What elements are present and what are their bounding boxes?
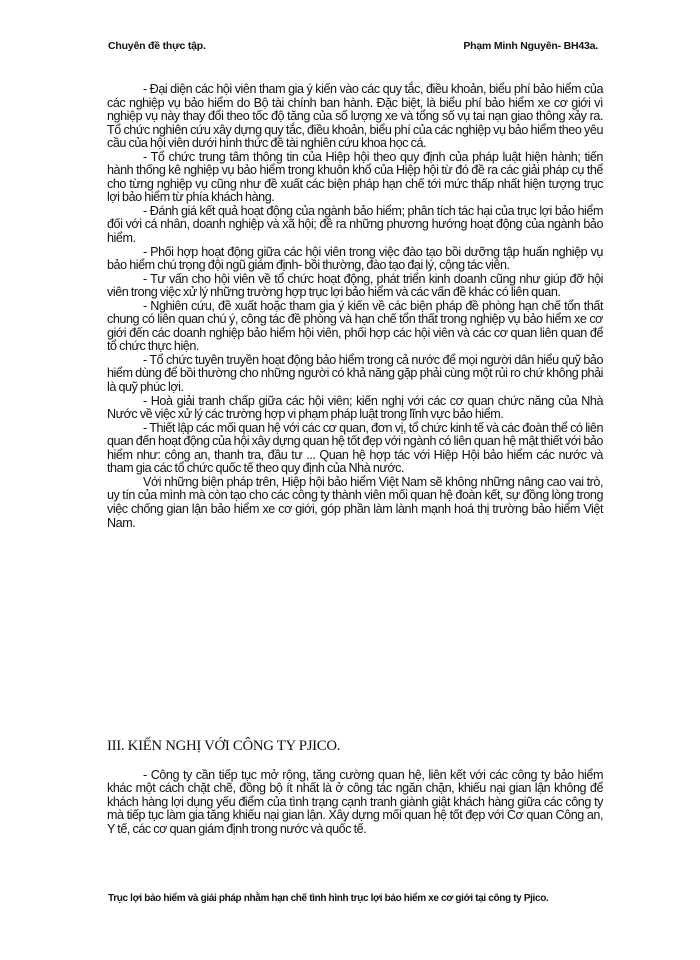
paragraph: - Hoà giải tranh chấp giữa các hội viên; kiến nghị với các cơ quan chức năng của Nhà Nước về việc xử lý các trường hợp vi phạm pháp luật trong lĩnh vực bảo hiểm. [107, 393, 603, 422]
section-body-text [107, 769, 603, 836]
header-right: Phạm Minh Nguyên- BH43a. [463, 40, 598, 52]
paragraph: - Tổ chức trung tâm thông tin của Hiệp hội theo quy định của pháp luật hiện hành; tiến hành thống kê nghiệp vụ bảo hiểm trong khuôn khổ của Hiệp hội từ đó đề ra các giải pháp cụ thể cho từng nghiệp vụ cũng như đề xuất các biện pháp hạn chế tới mức thấp nhất hiện tượng trục lợi bảo hiểm từ phía khách hàng. [107, 149, 603, 205]
paragraph: - Công ty cần tiếp tục mở rộng, tăng cường quan hệ, liên kết với các công ty bảo hiểm khác một cách chặt chẽ, đồng bộ ít nhất là ở công tác ngăn chặn, khiếu nại gian lận không để khách hàng lợi dụng yếu điểm của tình trạng cạnh tranh giành giật khách hàng giữa các công ty mà tiếp tục làm gia tăng khiếu nại gian lận. Xây dựng mối quan hệ tốt đẹp với Cơ quan Công an, Y tế, các cơ quan giám định trong nước và quốc tế. [107, 768, 603, 836]
paragraph: - Thiết lập các mối quan hệ với các cơ quan, đơn vị, tổ chức kinh tế và các đoàn thể có liên quan đến hoạt động của hội xây dựng quan hệ tốt đẹp với ngành có liên quan hệ mật thiết với bảo hiểm như: công an, thanh tra, đầu tư ... Quan hệ hợp tác với Hiệp Hội bảo hiểm các nước và tham gia các tổ chức quốc tế theo quy định của Nhà nước. [107, 420, 603, 476]
paragraph: - Tư vấn cho hội viên về tổ chức hoạt động, phát triển kinh doanh cũng như giúp đỡ hội viên trong việc xử lý những trường hợp trục lợi bảo hiểm và các vấn đề khác có liên quan. [107, 271, 603, 300]
paragraph: - Phối hợp hoạt động giữa các hội viên trong việc đào tạo bồi dưỡng tập huấn nghiệp vụ bảo hiểm chú trọng đội ngũ giám định- bồi thường, đào tạo đại lý, cộng tác viên. [107, 244, 603, 273]
paragraph: - Đánh giá kết quả hoạt động của ngành bảo hiểm; phân tích tác hại của trục lợi bảo hiểm đối với cá nhân, doanh nghiệp và xã hội; đề ra những phương hướng hoạt động của ngành bảo hiểm. [107, 203, 603, 246]
paragraph: - Nghiên cứu, đề xuất hoặc tham gia ý kiến về các biện pháp đề phòng hạn chế tổn thất chung có liên quan chú ý, công tác đề phòng và hạn chế tổn thất trong nghiệp vụ bảo hiểm xe cơ giới đến các doanh nghiệp bảo hiểm hội viên, phối hợp các hội viên và các cơ quan liên quan để tổ chức thực hiện. [107, 298, 603, 354]
footer-text: Trục lợi bảo hiểm và giải pháp nhằm hạn chế tình hình trục lợi bảo hiểm xe cơ giới tại công ty Pjico. [108, 893, 549, 904]
paragraph: Với những biện pháp trên, Hiệp hội bảo hiểm Việt Nam sẽ không những nâng cao vai trò, uy tín của mình mà còn tạo cho các công ty thành viên mối quan hệ đoàn kết, sự đồng lòng trong việc chống gian lận bảo hiểm xe cơ giới, góp phần làm lành mạnh hoá thị trường bảo hiểm Việt Nam. [107, 474, 603, 530]
body-text [107, 83, 603, 530]
section-heading: III. KIẾN NGHỊ VỚI CÔNG TY PJICO. [107, 738, 341, 754]
header-left: Chuyên đề thực tập. [108, 40, 206, 52]
paragraph: - Tổ chức tuyên truyền hoạt động bảo hiểm trong cả nước để mọi người dân hiểu quỹ bảo hiểm dùng để bồi thường cho những người có khả năng gặp phải cùng một rủi ro chứ không phải là quỹ phúc lợi. [107, 352, 603, 395]
paragraph: - Đại diện các hội viên tham gia ý kiến vào các quy tắc, điều khoản, biểu phí bảo hiểm của các nghiệp vụ bảo hiểm do Bộ tài chính ban hành. Đặc biệt, là biểu phí bảo hiểm xe cơ giới vì nghiệp vụ này thay đổi theo tốc độ tăng của số lượng xe và tổng số vụ tai nạn giao thông xảy ra. Tổ chức nghiên cứu xây dựng quy tắc, điều khoản, biểu phí của các nghiệp vụ bảo hiểm theo yêu cầu của hội viên dưới hình thức đề tài nghiên cứu khoa học cá. [107, 82, 603, 151]
